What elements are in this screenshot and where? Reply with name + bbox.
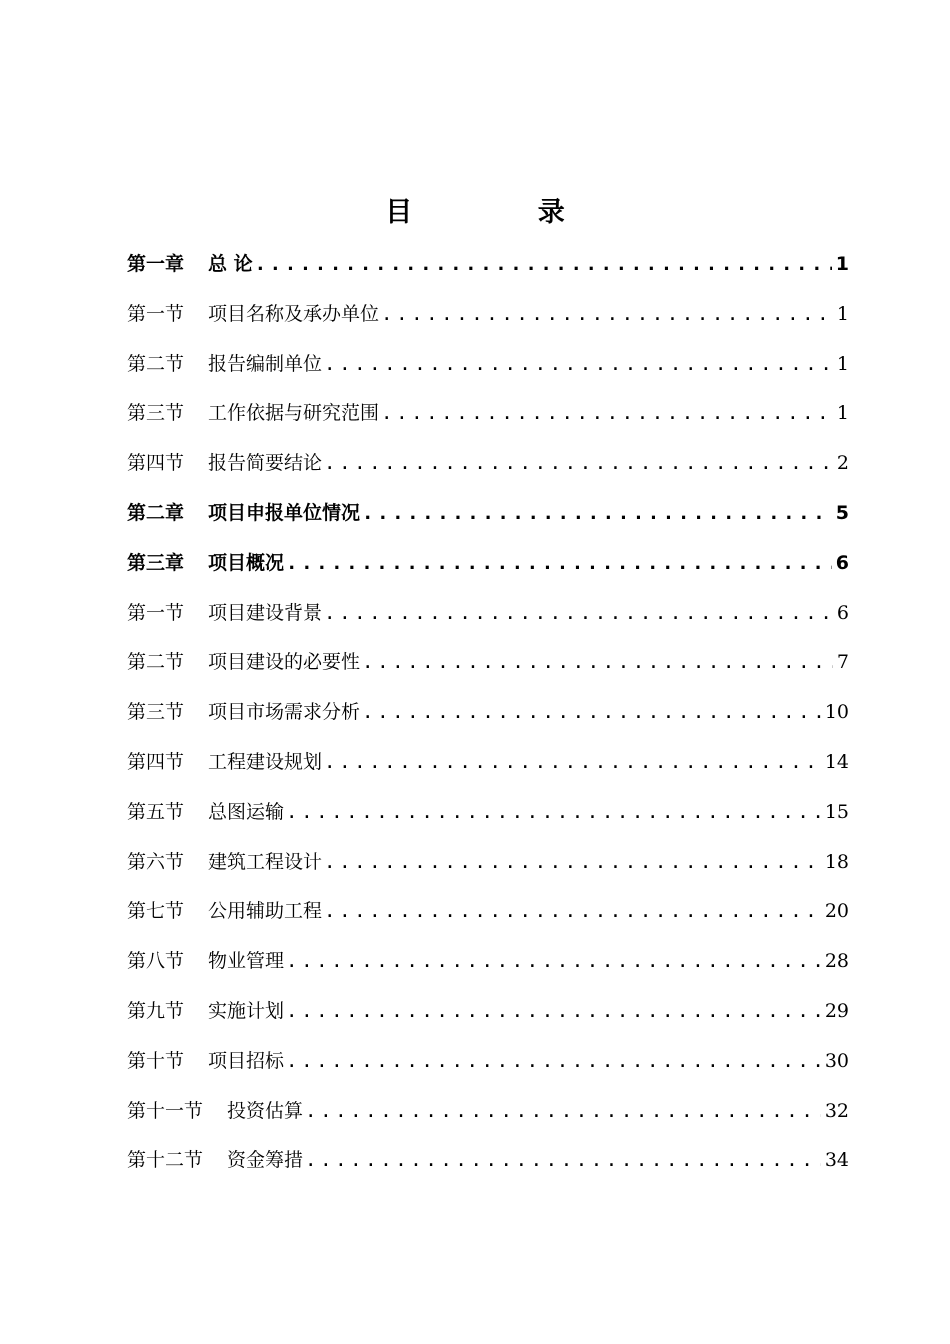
- toc-entry-title: 项目市场需求分析: [208, 701, 361, 724]
- toc-entry-page-number: 14: [824, 750, 849, 773]
- toc-entry-page-number: 1: [836, 402, 849, 425]
- toc-list: [127, 244, 849, 1190]
- toc-dot-leader: [286, 543, 832, 583]
- toc-entry-title: 项目申报单位情况: [208, 501, 361, 524]
- toc-title: 目 录: [385, 197, 623, 228]
- toc-entry-number: 第四节: [127, 452, 185, 475]
- toc-entry-title: 投资估算: [227, 1099, 304, 1122]
- toc-section-entry[interactable]: [127, 393, 849, 443]
- toc-entry-title: 实施计划: [208, 999, 285, 1022]
- toc-dot-leader: [305, 1140, 821, 1180]
- toc-entry-title: 公用辅助工程: [208, 900, 323, 923]
- toc-dot-leader: [324, 344, 833, 384]
- toc-chapter-entry[interactable]: [127, 244, 849, 294]
- toc-entry-page-number: 10: [824, 701, 849, 724]
- toc-entry-page-number: 1: [835, 253, 849, 275]
- toc-entry-number: 第一节: [127, 601, 185, 624]
- toc-entry-page-number: 6: [836, 601, 849, 624]
- toc-entry-number: 第二节: [127, 651, 185, 674]
- toc-dot-leader: [324, 593, 833, 633]
- toc-entry-page-number: 18: [824, 850, 849, 873]
- toc-entry-title: 建筑工程设计: [208, 850, 323, 873]
- toc-dot-leader: [286, 991, 821, 1031]
- toc-section-entry[interactable]: [127, 792, 849, 842]
- toc-section-entry[interactable]: [127, 991, 849, 1041]
- toc-entry-number: 第九节: [127, 999, 185, 1022]
- toc-section-entry[interactable]: [127, 443, 849, 493]
- toc-section-entry[interactable]: [127, 742, 849, 792]
- toc-section-entry[interactable]: [127, 842, 849, 892]
- toc-section-entry[interactable]: [127, 344, 849, 394]
- toc-section-entry[interactable]: [127, 941, 849, 991]
- toc-entry-page-number: 32: [824, 1099, 849, 1122]
- toc-entry-title: 报告编制单位: [208, 352, 323, 375]
- toc-section-entry[interactable]: [127, 692, 849, 742]
- toc-entry-number: 第三节: [127, 701, 185, 724]
- toc-entry-page-number: 20: [824, 900, 849, 923]
- toc-entry-number: 第十一节: [127, 1099, 204, 1122]
- toc-entry-title: 项目建设的必要性: [208, 651, 361, 674]
- toc-section-entry[interactable]: [127, 294, 849, 344]
- toc-chapter-entry[interactable]: [127, 493, 849, 543]
- toc-section-entry[interactable]: [127, 1091, 849, 1141]
- toc-entry-number: 第二节: [127, 352, 185, 375]
- toc-dot-leader: [324, 443, 833, 483]
- toc-entry-number: 第一节: [127, 302, 185, 325]
- toc-entry-number: 第五节: [127, 800, 185, 823]
- toc-entry-page-number: 29: [824, 999, 849, 1022]
- toc-entry-page-number: 30: [824, 1049, 849, 1072]
- toc-dot-leader: [324, 891, 821, 931]
- toc-section-entry[interactable]: [127, 1140, 849, 1190]
- toc-dot-leader: [286, 792, 821, 832]
- toc-entry-page-number: 34: [824, 1149, 849, 1172]
- toc-entry-title: 项目概况: [208, 551, 285, 574]
- toc-entry-number: 第三章: [127, 551, 185, 574]
- toc-entry-number: 第二章: [127, 501, 185, 524]
- toc-entry-number: 第一章: [127, 253, 185, 275]
- toc-section-entry[interactable]: [127, 1041, 849, 1091]
- toc-entry-page-number: 15: [824, 800, 849, 823]
- toc-section-entry[interactable]: [127, 891, 849, 941]
- toc-entry-page-number: 7: [836, 651, 849, 674]
- toc-dot-leader: [381, 393, 833, 433]
- toc-dot-leader: [362, 493, 832, 533]
- toc-entry-title: 项目建设背景: [208, 601, 323, 624]
- toc-dot-leader: [362, 692, 821, 732]
- toc-entry-number: 第四节: [127, 750, 185, 773]
- toc-entry-title: 项目招标: [208, 1049, 285, 1072]
- toc-entry-page-number: 1: [836, 302, 849, 325]
- toc-dot-leader: [324, 842, 821, 882]
- toc-entry-title: 总图运输: [208, 800, 285, 823]
- toc-entry-title: 工作依据与研究范围: [208, 402, 380, 425]
- toc-entry-title: 物业管理: [208, 950, 285, 973]
- toc-entry-title: 项目名称及承办单位: [208, 302, 380, 325]
- toc-entry-title: 报告简要结论: [208, 452, 323, 475]
- toc-dot-leader: [286, 941, 821, 981]
- toc-dot-leader: [362, 642, 833, 682]
- toc-entry-page-number: 5: [835, 501, 849, 524]
- toc-entry-number: 第三节: [127, 402, 185, 425]
- toc-section-entry[interactable]: [127, 642, 849, 692]
- toc-entry-page-number: 1: [836, 352, 849, 375]
- toc-entry-number: 第六节: [127, 850, 185, 873]
- toc-entry-title: 总 论: [208, 253, 253, 275]
- toc-entry-title: 工程建设规划: [208, 750, 323, 773]
- toc-chapter-entry[interactable]: [127, 543, 849, 593]
- toc-entry-title: 资金筹措: [227, 1149, 304, 1172]
- toc-section-entry[interactable]: [127, 593, 849, 643]
- toc-entry-number: 第八节: [127, 950, 185, 973]
- toc-dot-leader: [324, 742, 821, 782]
- toc-dot-leader: [255, 244, 832, 284]
- toc-entry-number: 第七节: [127, 900, 185, 923]
- toc-entry-page-number: 2: [836, 452, 849, 475]
- toc-entry-page-number: 28: [824, 950, 849, 973]
- toc-dot-leader: [305, 1091, 821, 1131]
- toc-entry-page-number: 6: [835, 551, 849, 574]
- toc-dot-leader: [286, 1041, 821, 1081]
- toc-entry-number: 第十二节: [127, 1149, 204, 1172]
- toc-dot-leader: [381, 294, 833, 334]
- toc-entry-number: 第十节: [127, 1049, 185, 1072]
